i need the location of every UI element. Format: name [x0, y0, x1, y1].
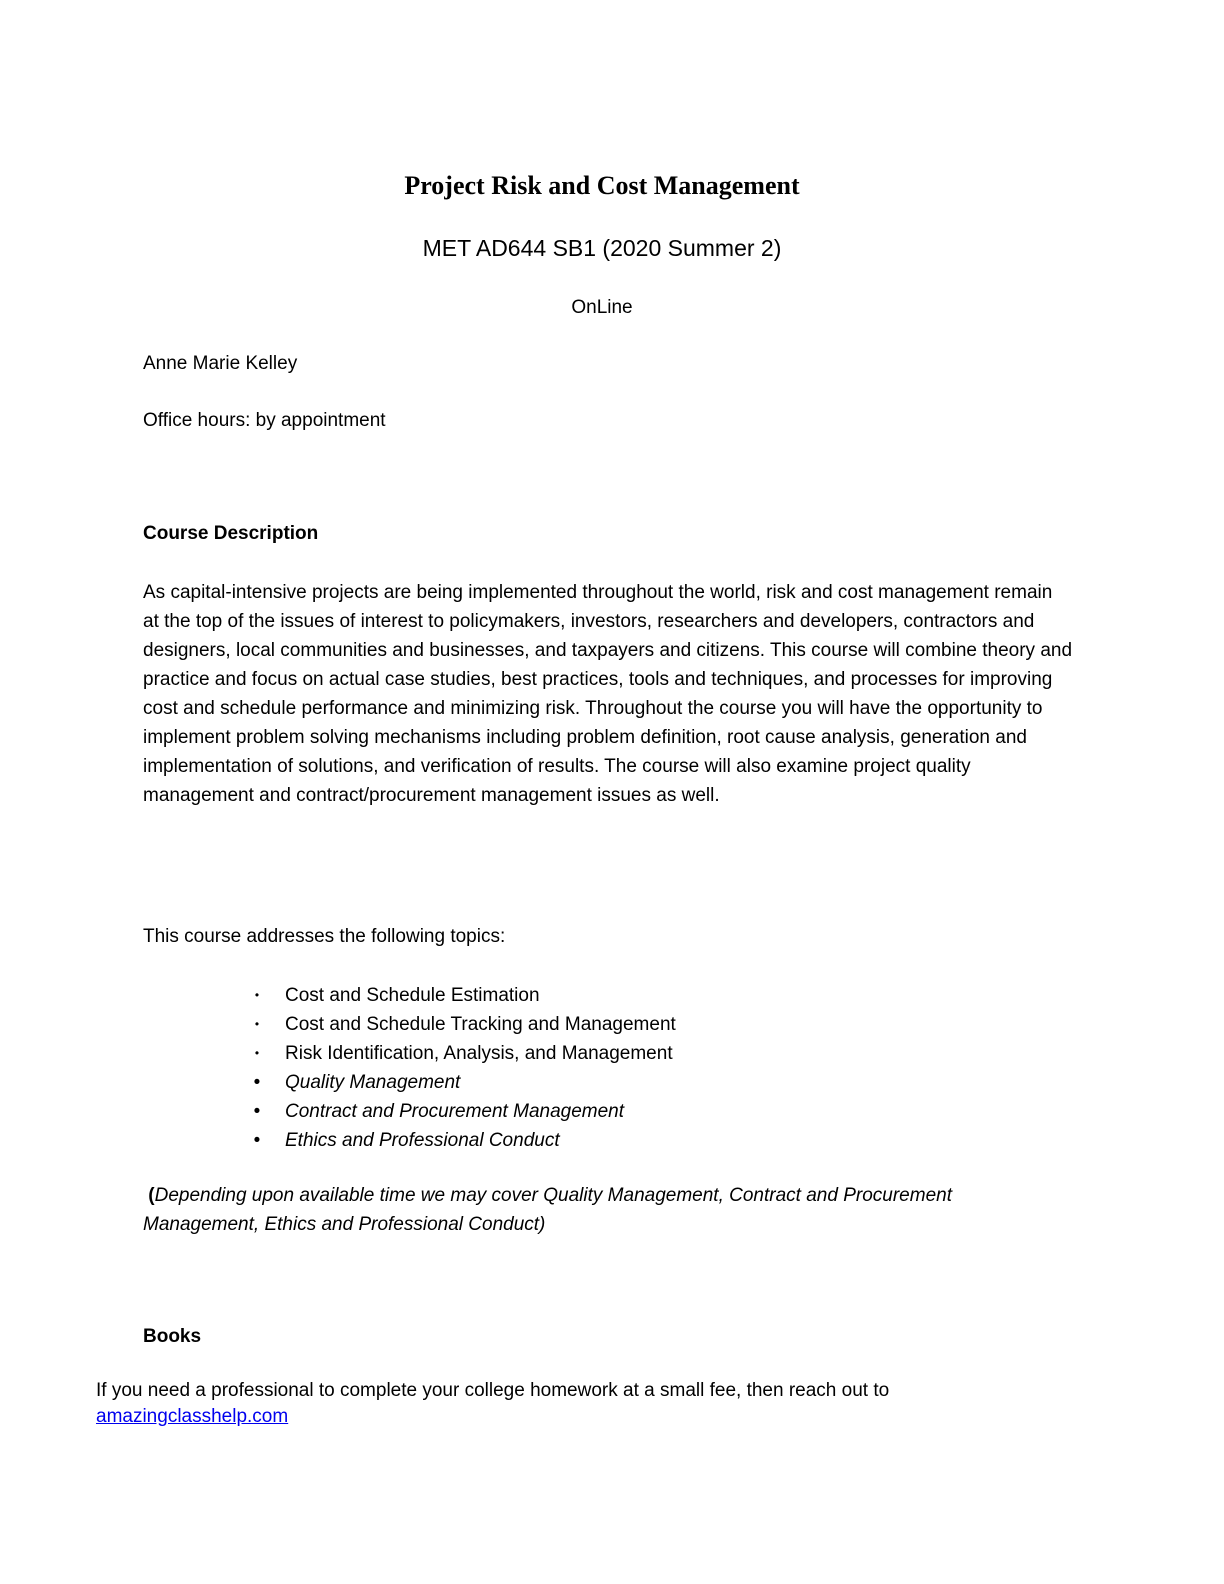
office-hours: Office hours: by appointment — [143, 410, 386, 431]
topic-label: Quality Management — [285, 1072, 461, 1093]
course-code: MET AD644 SB1 (2020 Summer 2) — [422, 235, 782, 261]
books-heading: Books — [143, 1326, 202, 1347]
promo-footer — [96, 1378, 1096, 1430]
course-description-body: As capital-intensive projects are being implemented throughout the world, risk and cost management remain at the top of the issues of interest to policymakers, investors, researchers and developers, contractors and designers, local communities and businesses, and taxpayers and citizens. This course will combine theory and practice and focus on actual case studies, best practices, tools and techniques, and processes for improving cost and schedule performance and minimizing risk. Throughout the course you will have the opportunity to implement problem solving mechanisms including problem definition, root cause analysis, generation and implementation of solutions, and verification of results. The course will also examine project quality management and contract/procurement management issues as well. — [143, 582, 1073, 806]
topic-label: Cost and Schedule Estimation — [285, 985, 540, 1006]
list-item — [250, 1097, 676, 1126]
note-open-paren: ( — [148, 1185, 155, 1206]
topic-label: Ethics and Professional Conduct — [285, 1130, 560, 1151]
list-item — [250, 981, 676, 1010]
list-item — [250, 1126, 676, 1155]
list-item — [250, 1039, 676, 1068]
note-text: Depending upon available time we may cover Quality Management, Contract and Procurement Management, Ethics and Professional Conduct) — [143, 1185, 952, 1235]
document-title: Project Risk and Cost Management — [404, 171, 800, 200]
promo-link[interactable]: amazingclasshelp.com — [96, 1406, 289, 1427]
promo-text: If you need a professional to complete your college homework at a small fee, then reach out to — [96, 1380, 890, 1401]
topics-list — [250, 981, 676, 1155]
bullet-icon: • — [253, 1130, 261, 1151]
bullet-icon: • — [253, 1072, 261, 1093]
course-description-heading: Course Description — [143, 523, 319, 544]
list-item — [250, 1068, 676, 1097]
delivery-mode: OnLine — [571, 297, 633, 318]
bullet-icon: • — [254, 1017, 260, 1031]
topic-label: Risk Identification, Analysis, and Management — [285, 1043, 673, 1064]
bullet-icon: • — [254, 988, 260, 1002]
topic-label: Cost and Schedule Tracking and Management — [285, 1014, 676, 1035]
list-item — [250, 1010, 676, 1039]
topic-label: Contract and Procurement Management — [285, 1101, 625, 1122]
bullet-icon: • — [253, 1101, 261, 1122]
topics-intro: This course addresses the following topics: — [143, 926, 506, 947]
instructor-name: Anne Marie Kelley — [143, 353, 298, 374]
topics-note — [143, 1181, 973, 1239]
bullet-icon: • — [254, 1046, 260, 1060]
